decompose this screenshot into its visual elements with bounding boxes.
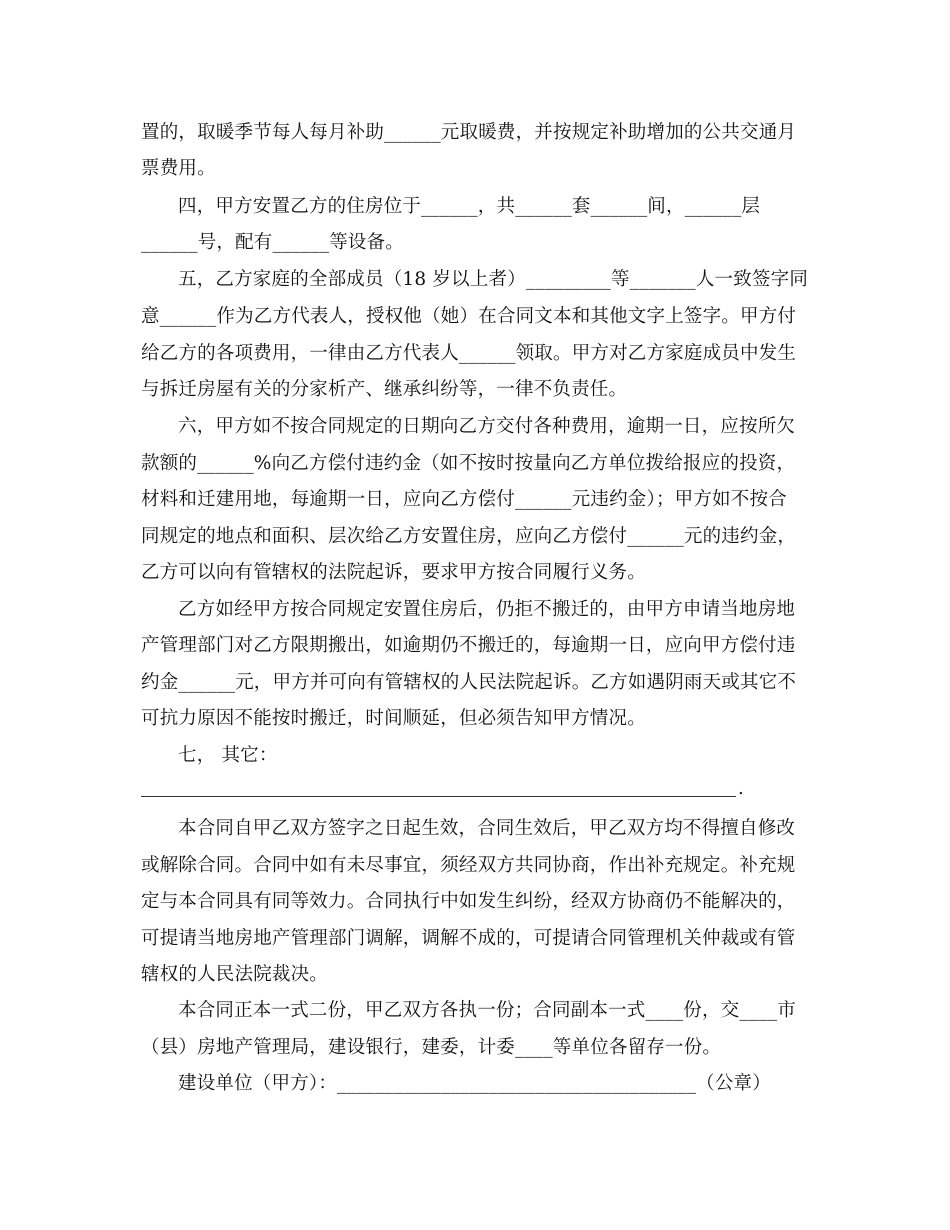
text-line: 置的，取暖季节每人每月补助______元取暖费，并按规定补助增加的公共交通月 [141, 122, 797, 143]
text-line: 材料和迁建用地，每逾期一日，应向乙方偿付______元违约金）；甲方如不按合 [141, 489, 787, 510]
paragraph-line: 本合同正本一式二份，甲乙双方各执一份；合同副本一式____份，交____市 [178, 1000, 796, 1021]
text-line: 意______作为乙方代表人，授权他（她）在合同文本和其他文字上签字。甲方付 [141, 306, 797, 327]
clause-seven-line: 七， 其它： [178, 745, 278, 766]
clause-four-line: 四，甲方安置乙方的住房位于______，共______套______间，______层 [178, 196, 761, 217]
text-line: 款额的______%向乙方偿付违约金（如不按时按量向乙方单位拨给报应的投资， [141, 453, 796, 474]
text-line: 同规定的地点和面积、层次给乙方安置住房，应向乙方偿付______元的违约金， [141, 526, 797, 547]
text-line: （县）房地产管理局，建设银行，建委，计委____等单位各留存一份。 [141, 1037, 722, 1058]
text-line: 约金______元，甲方并可向有管辖权的人民法院起诉。乙方如遇阴雨天或其它不 [141, 672, 797, 693]
paragraph-line: 乙方如经甲方按合同规定安置住房后，仍拒不搬迁的，由甲方申请当地房地 [178, 599, 796, 620]
text-line: 与拆迁房屋有关的分家析产、继承纠纷等，一律不负责任。 [141, 379, 628, 400]
text-line: 票费用。 [141, 158, 216, 179]
text-line: 辖权的人民法院裁决。 [141, 964, 329, 985]
text-line: 定与本合同具有同等效力。合同执行中如发生纠纷，经双方协商仍不能解决的， [141, 891, 796, 912]
rule-end-mark: . [738, 778, 744, 799]
paragraph-line: 本合同自甲乙双方签字之日起生效，合同生效后，甲乙双方均不得擅自修改 [178, 818, 796, 839]
text-line: 乙方可以向有管辖权的法院起诉，要求甲方按合同履行义务。 [141, 562, 646, 583]
text-line: 或解除合同。合同中如有未尽事宜，须经双方共同协商，作出补充规定。补充规 [141, 855, 796, 876]
clause-six-line: 六，甲方如不按合同规定的日期向乙方交付各种费用，逾期一日，应按所欠 [178, 416, 796, 437]
blank-rule [141, 796, 736, 797]
text-line: ______号，配有______等设备。 [141, 232, 405, 253]
signature-line-party-a: 建设单位（甲方）：______________________________________（公章） [178, 1073, 771, 1094]
text-line: 可提请当地房地产管理部门调解，调解不成的，可提请合同管理机关仲裁或有管 [141, 928, 796, 949]
text-line: 产管理部门对乙方限期搬出，如逾期仍不搬迁的，每逾期一日，应向甲方偿付违 [141, 635, 796, 656]
text-line: 可抗力原因不能按时搬迁，时间顺延，但必须告知甲方情况。 [141, 708, 646, 729]
text-line: 给乙方的各项费用，一律由乙方代表人______领取。甲方对乙方家庭成员中发生 [141, 343, 797, 364]
clause-five-line: 五，乙方家庭的全部成员（18 岁以上者）_________等_______人一致签字同 [178, 269, 809, 290]
